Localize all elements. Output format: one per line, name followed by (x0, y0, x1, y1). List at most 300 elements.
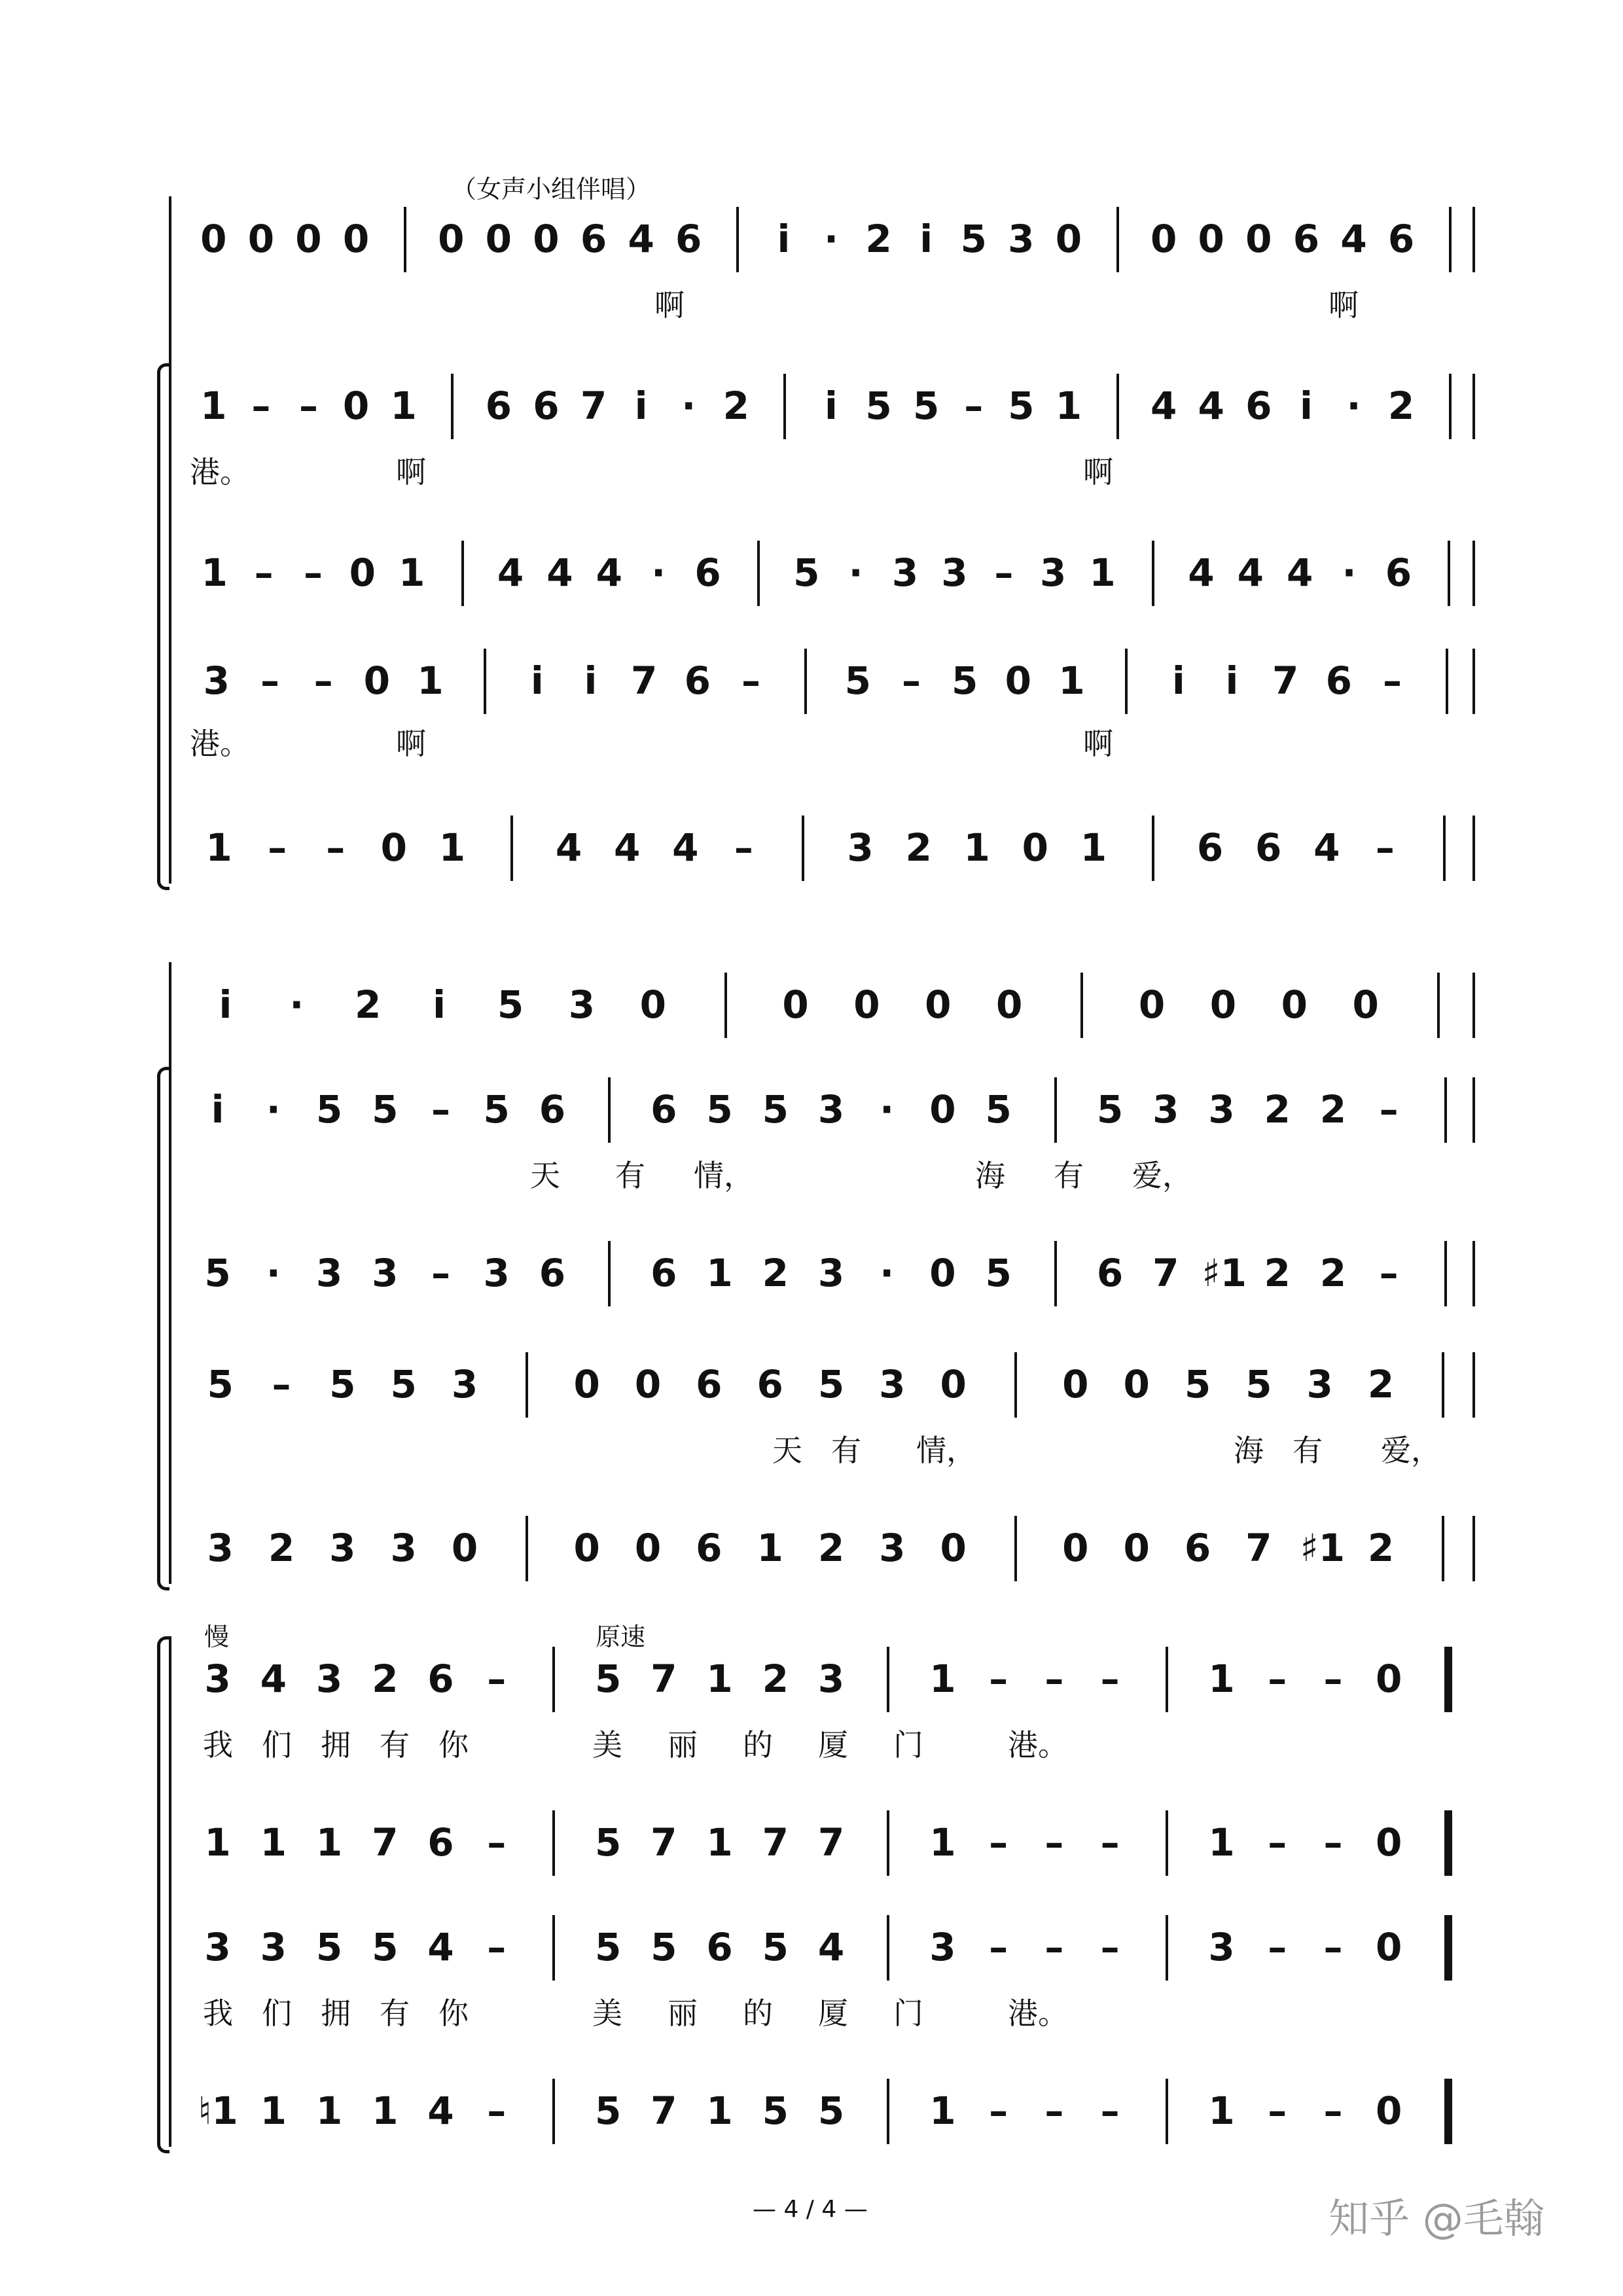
barline (526, 1352, 528, 1418)
score-note: 3 (879, 1362, 906, 1407)
score-note: 6 (675, 217, 702, 261)
score-note: 0 (438, 217, 465, 261)
lyric-syllable: 丽 (668, 1727, 698, 1763)
barline (1443, 816, 1446, 881)
score-note: 2 (817, 1526, 845, 1570)
barline (608, 1077, 611, 1143)
score-note: 2 (1264, 1087, 1291, 1132)
score-note: 0 (1209, 982, 1237, 1027)
score-note: 4 (546, 550, 573, 595)
score-note: 5 (390, 1362, 417, 1407)
score-note: 3 (568, 982, 596, 1027)
score-note: · (823, 217, 839, 261)
score-note: – (272, 1362, 291, 1407)
score-note: 6 (706, 1925, 733, 1969)
score-note: 4 (817, 1925, 845, 1969)
score-note: 3 (1306, 1362, 1333, 1407)
barline (1437, 973, 1440, 1038)
score-note: – (989, 1657, 1008, 1701)
score-note: 5 (372, 1925, 399, 1969)
score-note: 0 (940, 1362, 967, 1407)
score-note: 1 (1055, 384, 1082, 428)
final-barline (1444, 1810, 1452, 1876)
lyric-syllable: 你 (438, 1727, 469, 1763)
score-note: 6 (696, 1526, 722, 1570)
score-note: – (989, 1820, 1008, 1865)
score-note: 5 (372, 1087, 399, 1132)
lyric-line (0, 1427, 1623, 1466)
score-note: – (487, 1925, 507, 1969)
lyric-syllable: 海 (1234, 1433, 1264, 1468)
score-note: i (1299, 384, 1313, 428)
barline (804, 649, 807, 714)
score-note: 0 (342, 384, 370, 428)
lyric-syllable: 美 (592, 1996, 622, 2031)
score-note: 4 (1198, 384, 1224, 428)
score-note: 7 (817, 1820, 845, 1865)
score-note: 7 (1152, 1251, 1179, 1295)
lyric-syllable: 啊 (654, 287, 685, 323)
score-note: 1 (315, 1820, 343, 1865)
barline (1472, 973, 1475, 1038)
score-note: – (303, 550, 323, 595)
accompaniment-annotation: （女声小组伴唱） (452, 175, 651, 204)
barline (783, 374, 786, 439)
score-note: 6 (651, 1251, 677, 1295)
lyric-syllable: 门 (893, 1727, 923, 1763)
barline (1472, 1516, 1475, 1581)
lyric-syllable: 天 (530, 1158, 560, 1193)
score-note: 5 (594, 1925, 622, 1969)
score-note: 3 (390, 1526, 417, 1570)
score-note: – (251, 384, 271, 428)
score-note: 5 (1096, 1087, 1124, 1132)
score-note: 2 (1319, 1087, 1347, 1132)
score-note: 0 (1062, 1362, 1089, 1407)
score-note: 6 (696, 1362, 722, 1407)
score-note: · (880, 1251, 895, 1295)
score-note: – (1323, 1657, 1343, 1701)
score-note: 1 (929, 1820, 956, 1865)
score-note: 0 (1281, 982, 1308, 1027)
score-note: 4 (613, 825, 641, 870)
barline (552, 2079, 555, 2144)
score-note: – (989, 2089, 1008, 2133)
score-note: 0 (1245, 217, 1272, 261)
lyric-syllable: 啊 (396, 454, 426, 490)
score-note: – (994, 550, 1014, 595)
score-note: – (1379, 1251, 1399, 1295)
score-note: 0 (940, 1526, 967, 1570)
score-note: – (487, 1657, 507, 1701)
lyric-syllable: 们 (262, 1727, 292, 1763)
barline (1116, 374, 1119, 439)
score-note: 5 (315, 1925, 343, 1969)
score-note: 7 (580, 384, 607, 428)
barline (526, 1516, 528, 1581)
score-note: – (1268, 1925, 1287, 1969)
score-note: i (211, 1087, 224, 1132)
score-note: i (777, 217, 791, 261)
score-note: 0 (1375, 1820, 1402, 1865)
barline (887, 1647, 889, 1712)
watermark: 知乎 @毛翰 (1329, 2195, 1544, 2242)
tempo-mark: 原速 (596, 1623, 646, 1651)
voice-row-s3 (0, 1250, 1623, 1309)
score-note: 0 (342, 217, 370, 261)
score-note: 0 (1138, 982, 1166, 1027)
barline (1054, 1077, 1057, 1143)
score-note: i (919, 217, 933, 261)
barline (552, 1647, 555, 1712)
score-note: 1 (390, 384, 417, 428)
score-note: 1 (201, 550, 228, 595)
score-note: 5 (762, 1925, 789, 1969)
lyric-syllable: 天 (772, 1433, 802, 1468)
score-note: 0 (363, 658, 390, 703)
score-note: 3 (929, 1925, 956, 1969)
lyric-syllable: 啊 (1083, 454, 1113, 490)
score-note: i (219, 982, 232, 1027)
score-note: 0 (634, 1526, 662, 1570)
score-note: 0 (1123, 1362, 1150, 1407)
score-note: 6 (1325, 658, 1352, 703)
score-note: 7 (762, 1820, 789, 1865)
score-note: 0 (929, 1251, 956, 1295)
voice-row-s5 (0, 825, 1623, 884)
score-note: – (1379, 1087, 1399, 1132)
final-barline (1444, 1915, 1452, 1981)
score-note: 1 (1208, 1820, 1235, 1865)
score-note: 3 (817, 1087, 845, 1132)
score-note: – (1100, 1925, 1120, 1969)
score-note: 6 (1387, 217, 1415, 261)
voice-row-s4 (0, 2088, 1623, 2147)
score-note: i (433, 982, 446, 1027)
score-note: 3 (204, 1657, 231, 1701)
lyric-syllable: 爱， (1132, 1158, 1192, 1193)
score-note: 1 (205, 825, 232, 870)
score-note: 3 (1008, 217, 1035, 261)
score-note: 0 (1005, 658, 1031, 703)
lyric-line (0, 720, 1623, 759)
score-note: i (825, 384, 838, 428)
score-note: 1 (929, 1657, 956, 1701)
score-note: 5 (651, 1925, 677, 1969)
score-note: 4 (555, 825, 582, 870)
barline (887, 1810, 889, 1876)
score-note: 5 (762, 1087, 789, 1132)
score-note: – (1044, 1820, 1064, 1865)
score-note: – (298, 384, 318, 428)
score-note: 0 (573, 1526, 600, 1570)
score-note: 0 (1022, 825, 1048, 870)
barline (1014, 1352, 1017, 1418)
score-note: 5 (793, 550, 820, 595)
score-note: – (1044, 1925, 1064, 1969)
final-barline (1444, 1647, 1452, 1712)
lyric-syllable: 情， (694, 1158, 754, 1193)
score-note: – (326, 825, 346, 870)
lyric-syllable: 爱， (1381, 1433, 1441, 1468)
score-note: 1 (315, 2089, 343, 2133)
score-note: – (254, 550, 274, 595)
score-note: 2 (372, 1657, 399, 1701)
voice-row-s5 (0, 1525, 1623, 1584)
lyric-syllable: 有 (831, 1433, 861, 1468)
score-note: 4 (1150, 384, 1177, 428)
score-note: 1 (1058, 658, 1085, 703)
lyric-syllable: 拥 (321, 1996, 351, 2031)
barline (404, 207, 406, 272)
voice-row-s2 (0, 1820, 1623, 1878)
score-note: 3 (204, 1925, 231, 1969)
barline (1116, 207, 1119, 272)
voice-row-s1 (0, 982, 1623, 1041)
lyric-syllable: 们 (262, 1996, 292, 2031)
score-note: – (268, 825, 287, 870)
score-note: 3 (879, 1526, 906, 1570)
score-note: 2 (905, 825, 932, 870)
score-note: 1 (929, 2089, 956, 2133)
voice-row-s3 (0, 1924, 1623, 1983)
score-note: 3 (483, 1251, 510, 1295)
score-note: – (1044, 1657, 1064, 1701)
score-note: – (487, 2089, 507, 2133)
score-note: 5 (1008, 384, 1035, 428)
score-note: 0 (1352, 982, 1379, 1027)
score-note: 6 (539, 1251, 566, 1295)
score-note: – (902, 658, 921, 703)
score-note: 4 (1313, 825, 1340, 870)
score-note: 6 (427, 1820, 454, 1865)
score-note: 5 (497, 982, 524, 1027)
barline (1472, 207, 1475, 272)
score-note: · (1342, 550, 1357, 595)
score-note: 4 (672, 825, 699, 870)
score-note: 5 (951, 658, 978, 703)
score-note: 3 (372, 1251, 399, 1295)
score-note: 7 (372, 1820, 399, 1865)
barline (1152, 816, 1154, 881)
lyric-syllable: 我 (203, 1727, 233, 1763)
score-note: · (1346, 384, 1361, 428)
score-note: 5 (706, 1087, 733, 1132)
lyric-syllable: 啊 (1083, 726, 1113, 761)
barline (1472, 541, 1475, 606)
score-note: 0 (451, 1526, 478, 1570)
score-note: 3 (315, 1251, 343, 1295)
score-note: · (266, 1087, 281, 1132)
barline (1080, 973, 1083, 1038)
score-note: 4 (1237, 550, 1264, 595)
score-note: 2 (1367, 1526, 1395, 1570)
score-note: 4 (427, 1925, 454, 1969)
score-note: i (634, 384, 648, 428)
score-note: 0 (295, 217, 322, 261)
barline (1125, 649, 1128, 714)
score-note: 3 (1208, 1087, 1235, 1132)
barline (1014, 1516, 1017, 1581)
lyric-syllable: 港。 (1008, 1727, 1068, 1763)
score-note: 1 (438, 825, 466, 870)
system-brace (157, 363, 169, 890)
score-note: 3 (891, 550, 919, 595)
lyric-syllable: 厦 (818, 1996, 848, 2031)
barline (1442, 1516, 1444, 1581)
lyric-line (0, 1721, 1623, 1761)
score-note: 1 (963, 825, 990, 870)
lyric-syllable: 丽 (668, 1996, 698, 2031)
lyric-syllable: 我 (203, 1996, 233, 2031)
barline (887, 1915, 889, 1981)
score-note: 6 (485, 384, 512, 428)
score-note: 5 (912, 384, 940, 428)
barline (1449, 207, 1452, 272)
score-note: 2 (762, 1251, 789, 1295)
score-note: 3 (203, 658, 230, 703)
score-note: 4 (1286, 550, 1313, 595)
score-note: – (1323, 1925, 1343, 1969)
score-note: 1 (372, 2089, 399, 2133)
barline (1166, 1647, 1168, 1712)
barline (736, 207, 739, 272)
score-note: 5 (594, 2089, 622, 2133)
score-note: – (1375, 825, 1395, 870)
score-note: · (266, 1251, 281, 1295)
score-note: – (964, 384, 984, 428)
score-note: – (1323, 1820, 1343, 1865)
score-note: 4 (1340, 217, 1367, 261)
voice-row-s1 (0, 216, 1623, 275)
score-note: 6 (1096, 1251, 1124, 1295)
score-note: – (1100, 1657, 1120, 1701)
score-note: 5 (1245, 1362, 1272, 1407)
page-number: — 4 / 4 — (753, 2196, 868, 2223)
score-note: 3 (817, 1251, 845, 1295)
score-note: 2 (1387, 384, 1415, 428)
score-note: 6 (757, 1362, 783, 1407)
score-note: 0 (634, 1362, 662, 1407)
score-note: – (260, 658, 279, 703)
barline (724, 973, 727, 1038)
score-note: 4 (1188, 550, 1215, 595)
score-note: 4 (497, 550, 524, 595)
lyric-syllable: 你 (438, 1996, 469, 2031)
score-note: 0 (782, 982, 809, 1027)
score-note: 6 (533, 384, 560, 428)
score-note: 0 (1055, 217, 1082, 261)
score-note: 7 (1245, 1526, 1272, 1570)
score-note: 0 (349, 550, 376, 595)
barline (1472, 374, 1475, 439)
voice-row-s4 (0, 1361, 1623, 1420)
score-note: 3 (1040, 550, 1067, 595)
score-note: 2 (1319, 1251, 1347, 1295)
score-note: – (734, 825, 753, 870)
score-note: 3 (260, 1925, 287, 1969)
score-note: 5 (985, 1251, 1012, 1295)
score-note: 2 (865, 217, 892, 261)
score-note: 2 (1264, 1251, 1291, 1295)
score-note: 0 (1123, 1526, 1150, 1570)
score-note: 1 (706, 1251, 733, 1295)
lyric-syllable: 港。 (190, 454, 250, 490)
barline (1152, 541, 1154, 606)
lyric-syllable: 有 (1293, 1433, 1323, 1468)
score-note: 0 (380, 825, 407, 870)
lyric-line (0, 448, 1623, 488)
score-note: 6 (539, 1087, 566, 1132)
score-note: 3 (329, 1526, 356, 1570)
score-note: 1 (260, 1820, 287, 1865)
lyric-syllable: 啊 (1329, 287, 1359, 323)
score-note: – (741, 658, 760, 703)
lyric-syllable: 情， (916, 1433, 976, 1468)
score-note: 1 (417, 658, 444, 703)
score-note: – (1100, 1820, 1120, 1865)
lyric-syllable: 有 (1054, 1158, 1084, 1193)
system-brace (157, 1067, 169, 1590)
score-note: 6 (580, 217, 607, 261)
lyric-syllable: 厦 (818, 1727, 848, 1763)
score-note: 7 (651, 1657, 677, 1701)
score-note: 2 (722, 384, 749, 428)
final-barline (1444, 2079, 1452, 2144)
score-note: · (681, 384, 696, 428)
score-note: 0 (1375, 1925, 1402, 1969)
score-note: 5 (483, 1087, 510, 1132)
barline (802, 816, 804, 881)
score-note: i (1171, 658, 1185, 703)
score-note: – (1268, 1657, 1287, 1701)
barline (552, 1810, 555, 1876)
score-note: 1 (706, 2089, 733, 2133)
score-note: ♯1 (1202, 1251, 1247, 1295)
score-note: ♮1 (198, 2089, 238, 2133)
barline (1472, 1077, 1475, 1143)
barline (1449, 374, 1452, 439)
barline (757, 541, 760, 606)
score-note: 0 (639, 982, 666, 1027)
score-note: 7 (1272, 658, 1299, 703)
barline (1472, 1241, 1475, 1306)
score-note: 3 (207, 1526, 234, 1570)
lyric-syllable: 啊 (396, 726, 426, 761)
score-note: · (848, 550, 863, 595)
score-note: 0 (1375, 2089, 1402, 2133)
score-note: – (487, 1820, 507, 1865)
lyric-syllable: 拥 (321, 1727, 351, 1763)
lyric-line (0, 1152, 1623, 1191)
score-note: 5 (207, 1362, 234, 1407)
barline (887, 2079, 889, 2144)
score-note: 1 (1089, 550, 1116, 595)
score-note: 0 (1375, 1657, 1402, 1701)
lyric-syllable: 海 (975, 1158, 1005, 1193)
score-note: – (1383, 658, 1402, 703)
barline (484, 649, 486, 714)
voice-row-s2 (0, 1086, 1623, 1145)
score-note: 0 (1062, 1526, 1089, 1570)
score-note: 6 (1293, 217, 1320, 261)
score-note: – (1323, 2089, 1343, 2133)
score-note: 1 (757, 1526, 783, 1570)
barline (1444, 1241, 1447, 1306)
score-note: 5 (817, 2089, 845, 2133)
score-note: 3 (817, 1657, 845, 1701)
score-note: – (431, 1087, 450, 1132)
